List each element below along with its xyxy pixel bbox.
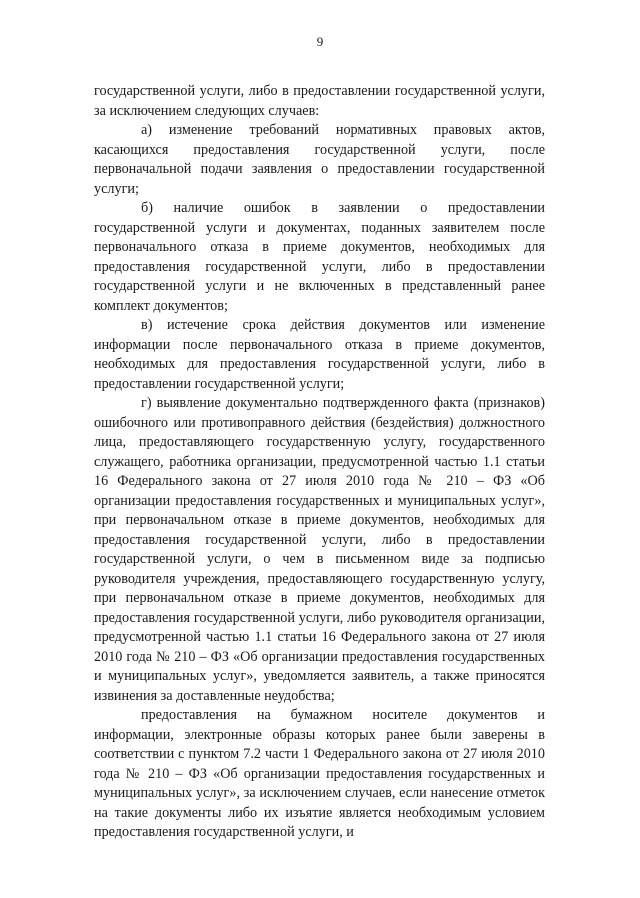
paragraph-item-a: а) изменение требований нормативных правовых актов, касающихся предоставления государственной услуги, после первоначальной подачи заявления о предоставлении государственной услуги; [94, 122, 545, 197]
paragraph-item-v: в) истечение срока действия документов или изменение информации после первоначального отказа в приеме документов, необходимых для предоставления государственной услуги, либо в предоставлении государственной услуги; [94, 317, 545, 392]
document-body [94, 82, 545, 843]
page-number: 9 [316, 34, 324, 49]
paragraph-paper-documents: предоставления на бумажном носителе документов и информации, электронные образы которых ранее были заверены в соответствии с пунктом 7.2 части 1 Федерального закона от 27 июля 2010 года № 210 – ФЗ «Об организации предоставления государственных и муниципальных услуг», за исключением случаев, если нанесение отметок на такие документы либо их изъятие является необходимым условием предоставления государственной услуги, и [94, 707, 545, 840]
paragraph-item-g: г) выявление документально подтвержденного факта (признаков) ошибочного или противоправного действия (бездействия) должностного лица, предоставляющего государственную услугу, государственного служащего, работника организации, предусмотренной частью 1.1 статьи 16 Федерального закона от 27 июля 2010 года № 210 – ФЗ «Об организации предоставления государственных и муниципальных услуг», при первоначальном отказе в приеме документов, необходимых для предоставления государственной услуги, либо в предоставлении государственной услуги, о чем в письменном виде за подписью руководителя учреждения, предоставляющего государственную услугу, при первоначальном отказе в приеме документов, необходимых для предоставления государственной услуги, либо руководителя организации, предусмотренной частью 1.1 статьи 16 Федерального закона от 27 июля 2010 года № 210 – ФЗ «Об организации предоставления государственных и муниципальных услуг», уведомляется заявитель, а также приносятся извинения за доставленные неудобства; [94, 395, 545, 704]
paragraph-item-b: б) наличие ошибок в заявлении о предоставлении государственной услуги и документах, поданных заявителем после первоначального отказа в приеме документов, необходимых для предоставления государственной услуги, либо в предоставлении государственной услуги и не включенных в представленный ранее комплект документов; [94, 200, 545, 314]
paragraph-continuation: государственной услуги, либо в предоставлении государственной услуги, за исключением следующих случаев: [94, 83, 545, 119]
